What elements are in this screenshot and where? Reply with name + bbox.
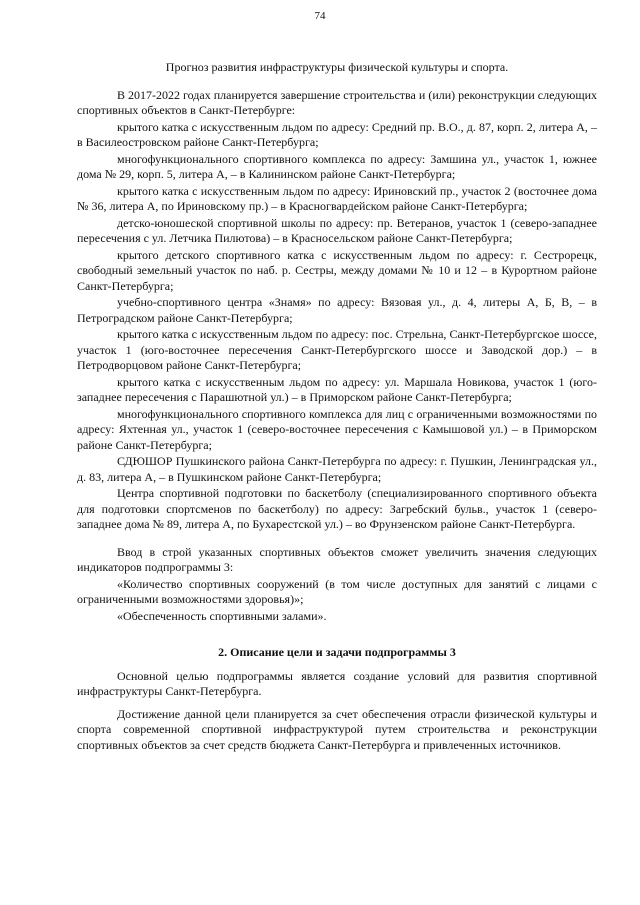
section-title: 2. Описание цели и задачи подпрограммы 3 bbox=[218, 645, 456, 659]
indicator-item: «Количество спортивных сооружений (в том числе доступных для занятий с лицами с ограниченными возможностями здоровья)»; bbox=[77, 576, 597, 606]
list-item: Центра спортивной подготовки по баскетболу (специализированного спортивного объекта для подготовки спортсменов по баскетболу) по адресу: Загребский бульв., участок 1 (северо-западнее дома № 89, литера А, по Бухарестской ул.) – во Фрунзенском районе Санкт-Петербурга. bbox=[77, 486, 597, 531]
indicators-intro: Ввод в строй указанных спортивных объектов сможет увеличить значения следующих индикаторов подпрограммы 3: bbox=[77, 544, 597, 574]
intro-paragraph: В 2017-2022 годах планируется завершение строительства и (или) реконструкции следующих спортивных объектов в Санкт-Петербурге: bbox=[77, 87, 597, 117]
list-item: крытого катка с искусственным льдом по адресу: Средний пр. В.О., д. 87, корп. 2, литера А, – в Василеостровском районе Санкт-Петербурга; bbox=[77, 119, 597, 149]
list-item: крытого катка с искусственным льдом по адресу: Ириновский пр., участок 2 (восточнее дома № 36, литера А, по Ириновскому пр.) – в Красногвардейском районе Санкт-Петербурга; bbox=[77, 183, 597, 213]
indicator-item: «Обеспеченность спортивными залами». bbox=[117, 608, 327, 623]
list-item: крытого детского спортивного катка с искусственным льдом по адресу: г. Сестрорецк, свободный земельный участок по наб. р. Сестры, между домами № 10 и 12 – в Курортном районе Санкт-Петербурга; bbox=[77, 247, 597, 293]
list-item: многофункционального спортивного комплекса для лиц с ограниченными возможностями по адресу: Яхтенная ул., участок 1 (северо-восточнее пересечения с Камышовой ул.) – в Приморском районе Санкт-Петербурга; bbox=[77, 406, 597, 452]
objects-list bbox=[77, 120, 597, 533]
goal-paragraph: Основной целью подпрограммы является создание условий для развития спортивной инфраструктуры Санкт-Петербурга. bbox=[77, 668, 597, 698]
list-item: СДЮШОР Пушкинского района Санкт-Петербурга по адресу: г. Пушкин, Ленинградская ул., д. 83, литера А, – в Пушкинском районе Санкт-Петербурга; bbox=[77, 454, 597, 484]
forecast-heading: Прогноз развития инфраструктуры физической культуры и спорта. bbox=[165, 60, 509, 74]
goal-paragraph: Достижение данной цели планируется за счет обеспечения отрасли физической культуры и спорта современной спортивной инфраструктурой путем строительства и реконструкции спортивных объектов за счет средств бюджета Санкт-Петербурга и привлеченных источников. bbox=[77, 706, 597, 752]
list-item: детско-юношеской спортивной школы по адресу: пр. Ветеранов, участок 1 (северо-западнее пересечения с ул. Летчика Пилютова) – в Красносельском районе Санкт-Петербурга; bbox=[77, 215, 597, 245]
page-content bbox=[77, 60, 597, 754]
page-number: 74 bbox=[314, 10, 326, 22]
list-item: крытого катка с искусственным льдом по адресу: ул. Маршала Новикова, участок 1 (юго-западнее пересечения с Парашютной ул.) – в Приморском районе Санкт-Петербурга; bbox=[77, 374, 597, 404]
list-item: крытого катка с искусственным льдом по адресу: пос. Стрельна, Санкт-Петербургское шоссе, участок 1 (юго-восточнее пересечения Санкт-Петербургского шоссе и Заводской дор.) – в Петродворцовом районе Санкт-Петербурга; bbox=[77, 327, 597, 372]
list-item: учебно-спортивного центра «Знамя» по адресу: Вязовая ул., д. 4, литеры А, Б, В, – в Петроградском районе Санкт-Петербурга; bbox=[77, 295, 597, 325]
list-item: многофункционального спортивного комплекса по адресу: Замшина ул., участок 1, южнее дома № 29, корп. 5, литера А, – в Калининском районе Санкт-Петербурга; bbox=[77, 151, 597, 181]
